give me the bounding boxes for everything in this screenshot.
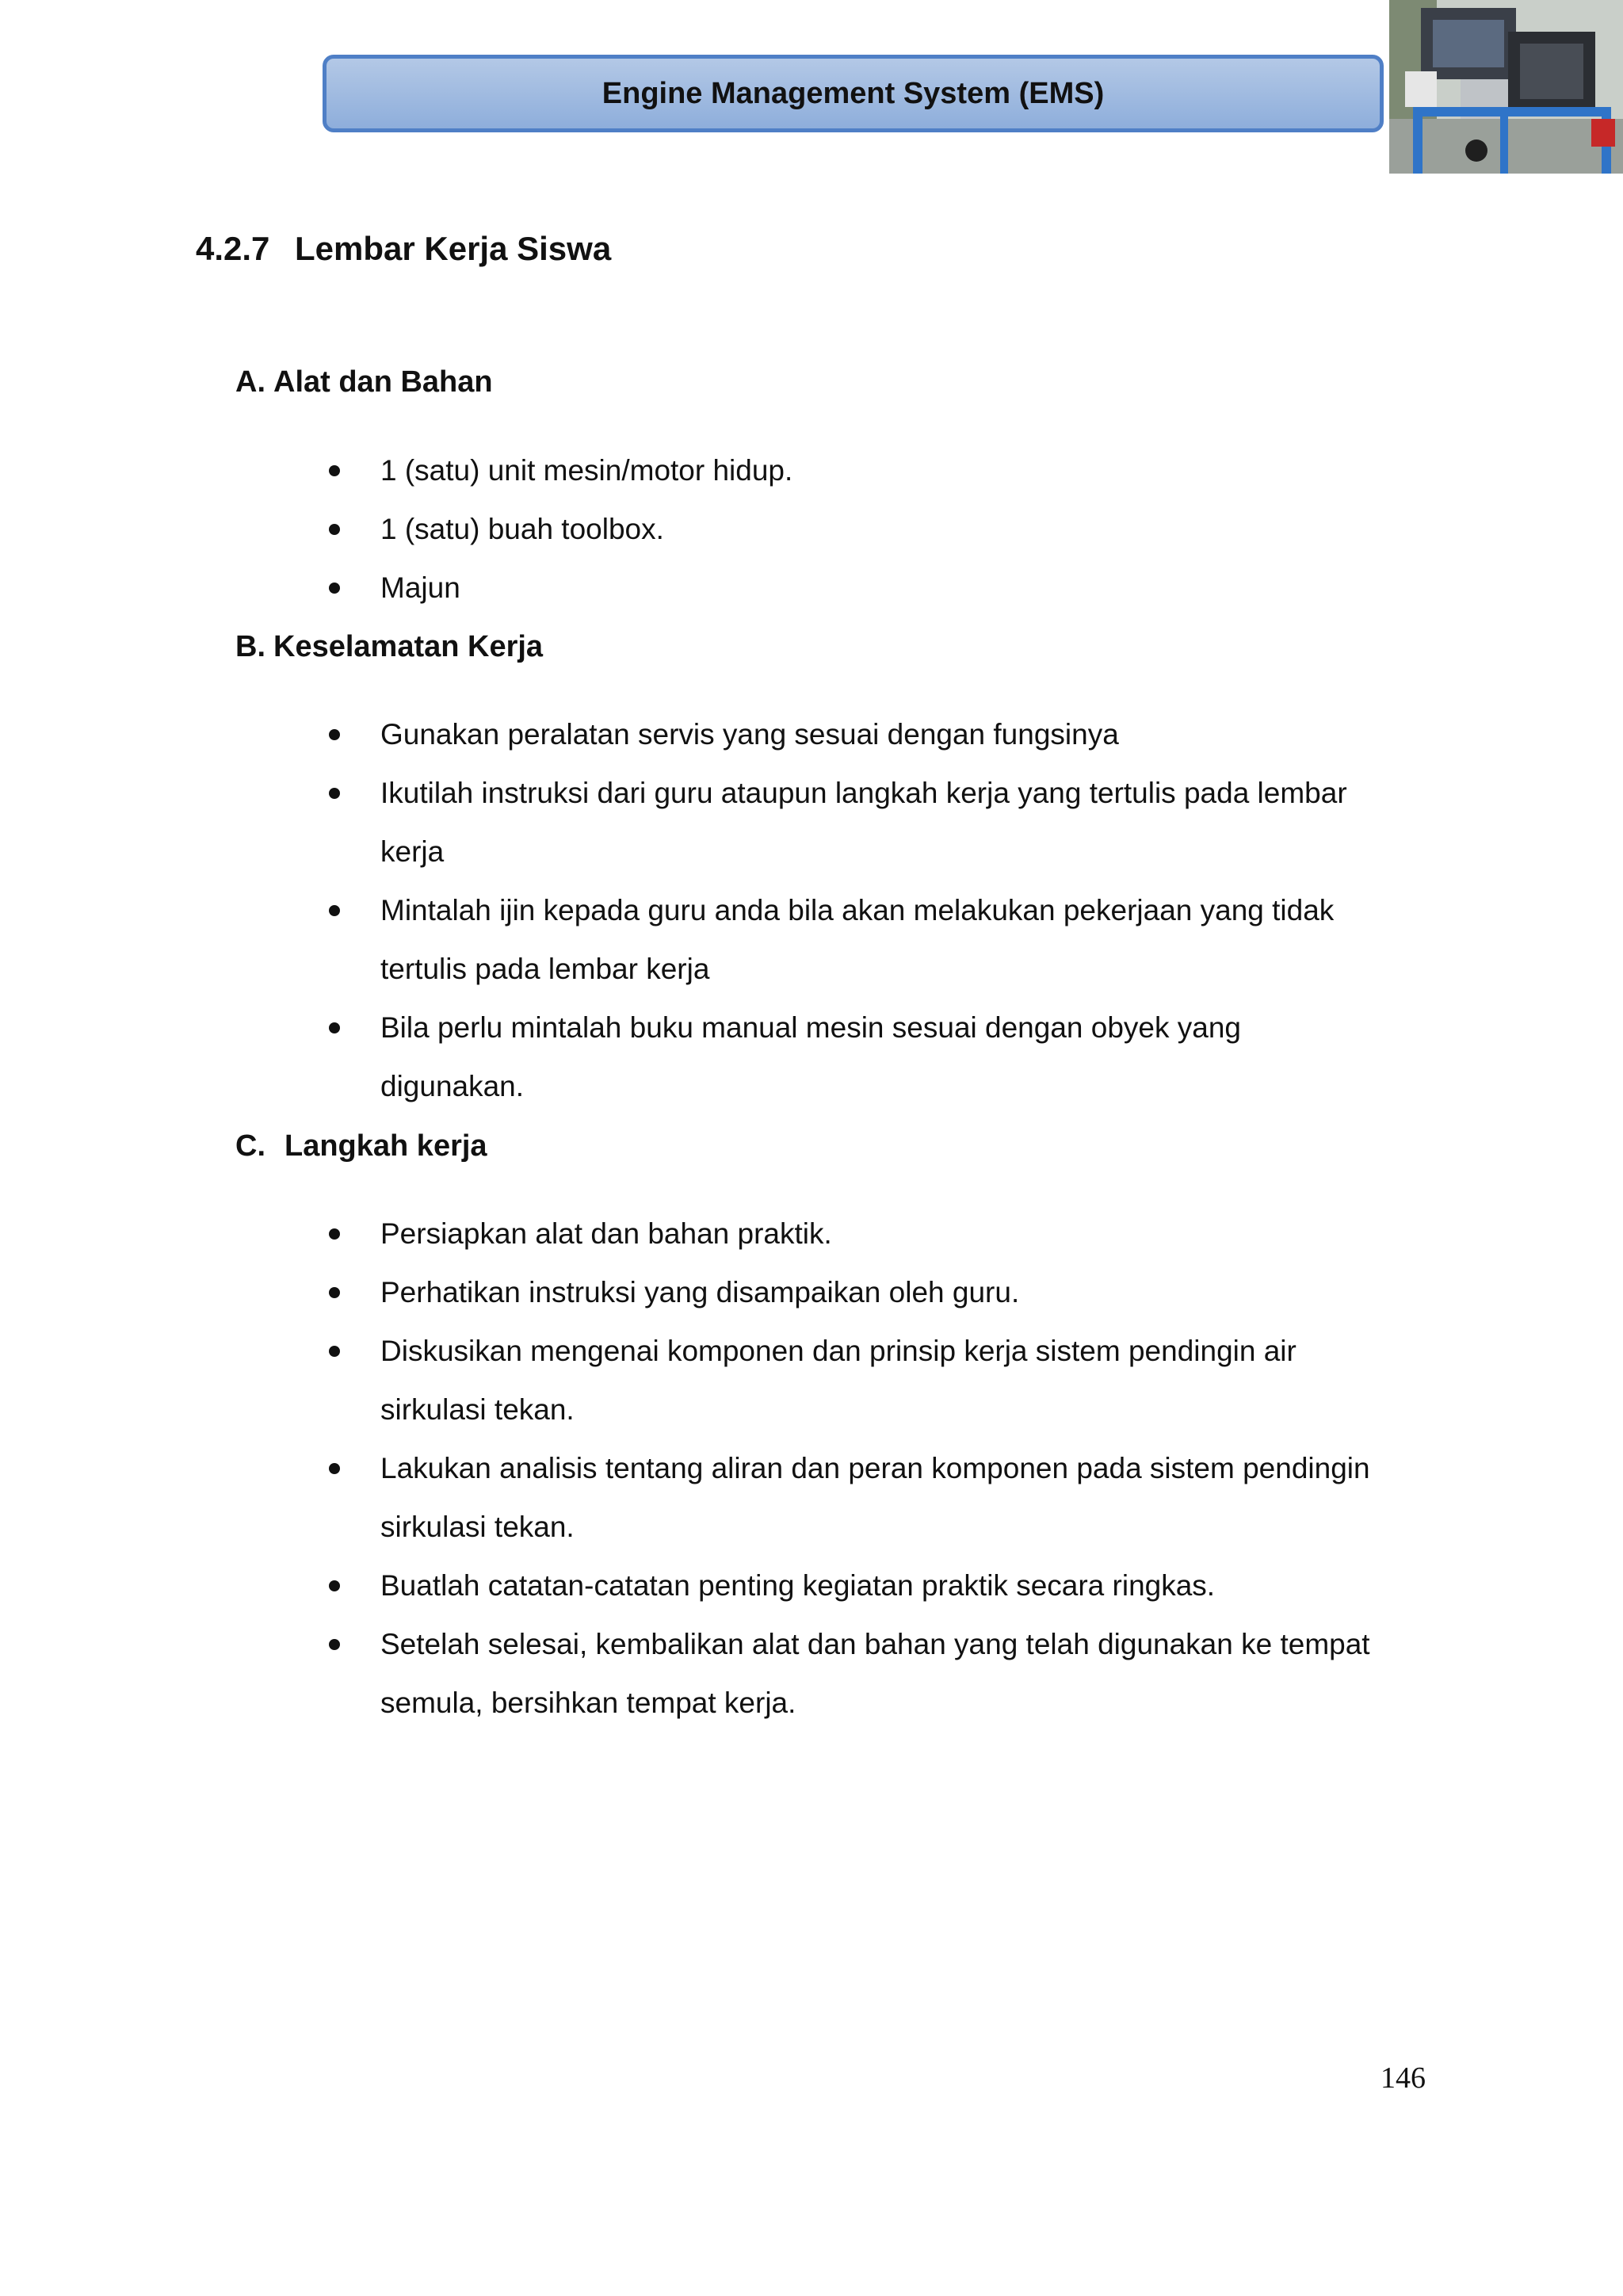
- list-item-text: Ikutilah instruksi dari guru ataupun langkah kerja yang tertulis pada lembar kerja: [380, 777, 1347, 868]
- page-number: 146: [1381, 2061, 1426, 2095]
- list-item-text: Buatlah catatan-catatan penting kegiatan praktik secara ringkas.: [380, 1569, 1216, 1602]
- bullet-icon: [329, 729, 340, 740]
- list-item-text: Mintalah ijin kepada guru anda bila akan melakukan pekerjaan yang tidak tertulis pada lembar kerja: [380, 894, 1335, 985]
- heading-letter: C.: [235, 1129, 265, 1163]
- list-item: [329, 1557, 1391, 1615]
- header-banner: [323, 55, 1384, 132]
- heading-text: Langkah kerja: [285, 1129, 487, 1163]
- list-item-text: Lakukan analisis tentang aliran dan peran komponen pada sistem pendingin sirkulasi tekan.: [380, 1452, 1370, 1543]
- list-item-text: Majun: [380, 571, 460, 604]
- list-item-text: Perhatikan instruksi yang disampaikan oleh guru.: [380, 1276, 1020, 1308]
- bullet-icon: [329, 524, 340, 535]
- list-item-text: 1 (satu) buah toolbox.: [380, 513, 664, 545]
- bullet-icon: [329, 1346, 340, 1357]
- list-item: [329, 559, 1391, 617]
- heading-alat-dan-bahan: [235, 365, 493, 399]
- bullet-icon: [329, 1287, 340, 1298]
- heading-text: Keselamatan Kerja: [273, 630, 544, 663]
- bullet-icon: [329, 1228, 340, 1240]
- list-item: [329, 1322, 1391, 1439]
- list-keselamatan-kerja: [329, 705, 1391, 1116]
- list-item-text: Bila perlu mintalah buku manual mesin sesuai dengan obyek yang digunakan.: [380, 1011, 1242, 1102]
- list-langkah-kerja: [329, 1205, 1391, 1733]
- bullet-icon: [329, 1580, 340, 1591]
- list-item: [329, 705, 1391, 764]
- heading-letter: A.: [235, 365, 265, 399]
- bullet-icon: [329, 465, 340, 476]
- bullet-icon: [329, 905, 340, 916]
- engine-trainer-photo: [1389, 0, 1623, 174]
- list-item-text: Diskusikan mengenai komponen dan prinsip kerja sistem pendingin air sirkulasi tekan.: [380, 1335, 1296, 1426]
- bullet-icon: [329, 583, 340, 594]
- list-item: [329, 1205, 1391, 1263]
- section-title-text: Lembar Kerja Siswa: [295, 230, 612, 267]
- bullet-icon: [329, 1463, 340, 1474]
- header-title: Engine Management System (EMS): [601, 76, 1105, 110]
- list-item-text: Gunakan peralatan servis yang sesuai dengan fungsinya: [380, 718, 1119, 751]
- list-item-text: Setelah selesai, kembalikan alat dan bahan yang telah digunakan ke tempat semula, bersihkan tempat kerja.: [380, 1628, 1370, 1719]
- heading-keselamatan-kerja: [235, 630, 543, 664]
- list-item: [329, 1263, 1391, 1322]
- bullet-icon: [329, 788, 340, 799]
- heading-text: Alat dan Bahan: [273, 365, 493, 399]
- list-item: [329, 764, 1391, 881]
- list-alat-dan-bahan: [329, 441, 1391, 617]
- bullet-icon: [329, 1639, 340, 1650]
- section-title: [196, 230, 611, 268]
- section-number: 4.2.7: [196, 230, 270, 267]
- list-item: [329, 881, 1391, 999]
- list-item: [329, 1615, 1391, 1733]
- list-item: [329, 999, 1391, 1116]
- bullet-icon: [329, 1022, 340, 1033]
- list-item-text: Persiapkan alat dan bahan praktik.: [380, 1217, 832, 1250]
- heading-letter: B.: [235, 630, 265, 663]
- list-item: [329, 500, 1391, 559]
- heading-langkah-kerja: [235, 1129, 487, 1163]
- list-item: [329, 1439, 1391, 1557]
- list-item: [329, 441, 1391, 500]
- list-item-text: 1 (satu) unit mesin/motor hidup.: [380, 454, 793, 487]
